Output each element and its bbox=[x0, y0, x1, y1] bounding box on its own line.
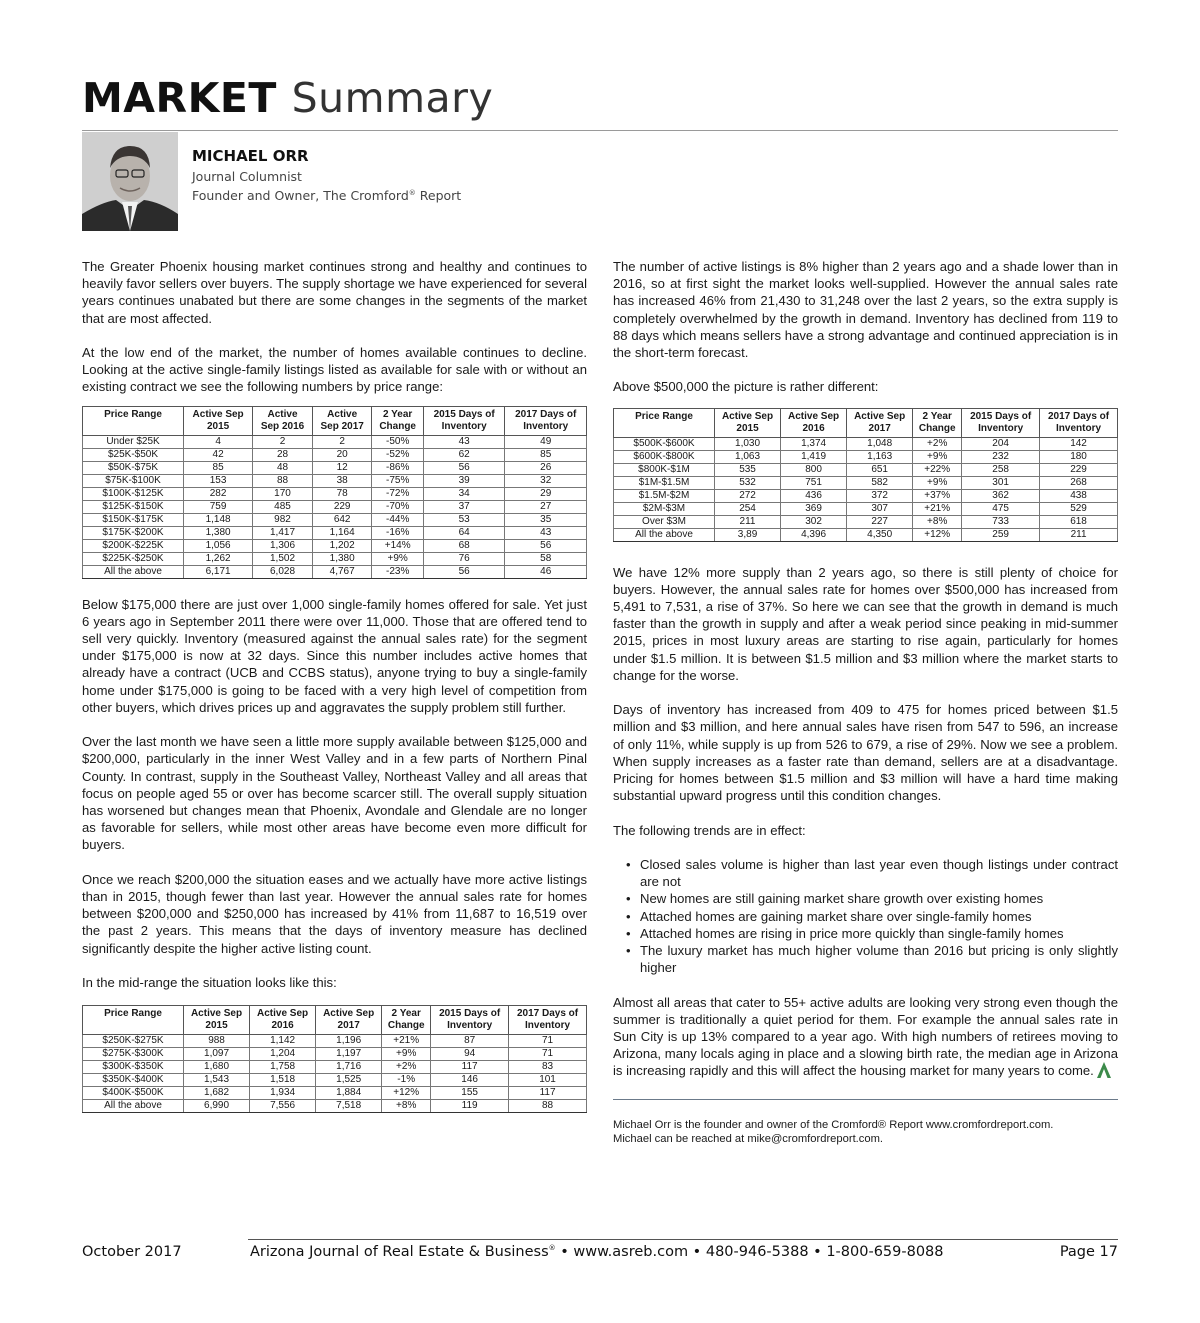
table-row bbox=[83, 513, 587, 526]
table-row bbox=[83, 539, 587, 552]
table-cell: 49 bbox=[505, 435, 587, 448]
price-range-cell: $75K-$100K bbox=[83, 474, 184, 487]
author-photo bbox=[82, 132, 178, 231]
table-row bbox=[83, 1061, 587, 1074]
price-range-cell: $800K-$1M bbox=[614, 463, 715, 476]
table-row bbox=[83, 461, 587, 474]
price-range-cell: All the above bbox=[614, 528, 715, 541]
table-cell: -50% bbox=[372, 435, 423, 448]
bio-line: Michael can be reached at mike@cromfordreport.com. bbox=[613, 1132, 884, 1145]
list-item: • The luxury market has much higher volume than 2016 but pricing is only slightly higher bbox=[640, 942, 1118, 976]
price-range-cell: $275K-$300K bbox=[83, 1048, 184, 1061]
list-item: • Closed sales volume is higher than last year even though listings under contract are not bbox=[640, 856, 1118, 890]
footer-date: October 2017 bbox=[82, 1244, 182, 1260]
title-light: Summary bbox=[291, 74, 494, 122]
table-cell: 1,306 bbox=[253, 539, 313, 552]
table-cell: 1,682 bbox=[184, 1087, 250, 1100]
bio-line: Michael Orr is the founder and owner of the Cromford® Report www.cromfordreport.com. bbox=[613, 1118, 1054, 1131]
table-cell: 34 bbox=[423, 487, 505, 500]
title-bold: MARKET bbox=[82, 74, 277, 122]
price-range-cell: Under $25K bbox=[83, 435, 184, 448]
author-name: MICHAEL ORR bbox=[192, 147, 309, 165]
table-cell: 529 bbox=[1040, 502, 1118, 515]
column-header: Active Sep 2017 bbox=[847, 408, 913, 437]
table-cell: 76 bbox=[423, 552, 505, 565]
table-cell: 1,934 bbox=[250, 1087, 316, 1100]
table-cell: 733 bbox=[962, 515, 1040, 528]
table-cell: 87 bbox=[431, 1035, 509, 1048]
table-cell: 229 bbox=[1040, 463, 1118, 476]
table-cell: 1,164 bbox=[312, 526, 372, 539]
table-cell: +9% bbox=[372, 552, 423, 565]
table-row bbox=[614, 476, 1118, 489]
paragraph: In the mid-range the situation looks like this: bbox=[82, 975, 337, 991]
title-divider bbox=[82, 130, 1118, 131]
list-item: • New homes are still gaining market share growth over existing homes bbox=[640, 890, 1118, 907]
table-cell: +14% bbox=[372, 539, 423, 552]
price-range-cell: $125K-$150K bbox=[83, 500, 184, 513]
table-cell: 4,350 bbox=[847, 528, 913, 541]
table-cell: 2 bbox=[312, 435, 372, 448]
table-cell: 28 bbox=[253, 448, 313, 461]
table-cell: 27 bbox=[505, 500, 587, 513]
price-range-cell: $175K-$200K bbox=[83, 526, 184, 539]
table-cell: 88 bbox=[253, 474, 313, 487]
mid-range-table bbox=[82, 1005, 587, 1113]
table-row bbox=[83, 552, 587, 565]
affiliation-suffix: Report bbox=[415, 188, 462, 204]
paragraph: Once we reach $200,000 the situation eases and we actually have more active listings than in 2015, though fewer than last year. However the annual sales rate for homes between $200,000 and $250,000 has increased by 41% from 11,687 to 16,519 over the past 2 years. This means that the days of inventory measure has declined significantly despite the higher active listing count. bbox=[82, 871, 587, 956]
table-cell: 532 bbox=[715, 476, 781, 489]
table-cell: 254 bbox=[715, 502, 781, 515]
table-cell: 29 bbox=[505, 487, 587, 500]
table-cell: +12% bbox=[382, 1087, 431, 1100]
table-cell: 56 bbox=[423, 461, 505, 474]
affiliation-text: Founder and Owner, The Cromford bbox=[192, 188, 409, 204]
byline bbox=[192, 147, 461, 204]
table-cell: -72% bbox=[372, 487, 423, 500]
table-cell: 12 bbox=[312, 461, 372, 474]
table-cell: 32 bbox=[505, 474, 587, 487]
table-cell: -1% bbox=[382, 1074, 431, 1087]
price-range-cell: $225K-$250K bbox=[83, 552, 184, 565]
table-cell: 170 bbox=[253, 487, 313, 500]
table-cell: 582 bbox=[847, 476, 913, 489]
table-cell: 42 bbox=[184, 448, 253, 461]
table-cell: 1,197 bbox=[316, 1048, 382, 1061]
paragraph: Below $175,000 there are just over 1,000 single-family homes offered for sale. Yet just 6 years ago in September 2011 there were over 11,000. Those that are offered tend to sell very quickly. Inventory (measured against the annual sales rate) for the segment under $175,000 is now at 32 days. Since this number includes active homes that already have a contract (UCB and CCBS status), anyone trying to buy a single-family home under $175,000 is going to be faced with a very high level of competition from other buyers, which drives prices up and aggravates the supply problem still further. bbox=[82, 596, 587, 715]
column-header: Active Sep 2015 bbox=[715, 408, 781, 437]
price-range-cell: $250K-$275K bbox=[83, 1035, 184, 1048]
price-range-cell: $400K-$500K bbox=[83, 1087, 184, 1100]
table-cell: 35 bbox=[505, 513, 587, 526]
table-cell: 4,396 bbox=[781, 528, 847, 541]
table-cell: 1,543 bbox=[184, 1074, 250, 1087]
table-cell: 982 bbox=[253, 513, 313, 526]
column-header: Active Sep 2017 bbox=[316, 1006, 382, 1035]
table-cell: 1,030 bbox=[715, 437, 781, 450]
table-cell: 38 bbox=[312, 474, 372, 487]
column-header: 2015 Days of Inventory bbox=[431, 1006, 509, 1035]
table-cell: 1,196 bbox=[316, 1035, 382, 1048]
table-row bbox=[83, 500, 587, 513]
table-cell: 101 bbox=[509, 1074, 587, 1087]
table-row bbox=[83, 1100, 587, 1113]
table-cell: 4 bbox=[184, 435, 253, 448]
table-cell: 1,063 bbox=[715, 450, 781, 463]
price-range-cell: $2M-$3M bbox=[614, 502, 715, 515]
table-cell: 83 bbox=[509, 1061, 587, 1074]
table-cell: 642 bbox=[312, 513, 372, 526]
table-cell: 229 bbox=[312, 500, 372, 513]
column-header: Active Sep 2016 bbox=[253, 406, 313, 435]
list-item: • Attached homes are rising in price more quickly than single-family homes bbox=[640, 925, 1118, 942]
table-cell: 759 bbox=[184, 500, 253, 513]
table-cell: 751 bbox=[781, 476, 847, 489]
column-header: 2 Year Change bbox=[913, 408, 962, 437]
table-cell: +2% bbox=[913, 437, 962, 450]
table-cell: 362 bbox=[962, 489, 1040, 502]
table-cell: 211 bbox=[715, 515, 781, 528]
table-cell: 475 bbox=[962, 502, 1040, 515]
table-cell: 1,502 bbox=[253, 552, 313, 565]
table-cell: 43 bbox=[505, 526, 587, 539]
table-cell: 180 bbox=[1040, 450, 1118, 463]
table-cell: 302 bbox=[781, 515, 847, 528]
table-cell: +21% bbox=[382, 1035, 431, 1048]
price-range-cell: $50K-$75K bbox=[83, 461, 184, 474]
table-cell: -44% bbox=[372, 513, 423, 526]
column-header: 2 Year Change bbox=[372, 406, 423, 435]
author-role: Journal Columnist bbox=[192, 169, 302, 184]
price-range-cell: All the above bbox=[83, 565, 184, 578]
table-cell: 1,048 bbox=[847, 437, 913, 450]
table-cell: -75% bbox=[372, 474, 423, 487]
price-range-cell: $1.5M-$2M bbox=[614, 489, 715, 502]
price-range-cell: $300K-$350K bbox=[83, 1061, 184, 1074]
table-cell: 53 bbox=[423, 513, 505, 526]
column-header: Active Sep 2017 bbox=[312, 406, 372, 435]
table-cell: 1,758 bbox=[250, 1061, 316, 1074]
table-row bbox=[614, 502, 1118, 515]
table-cell: 988 bbox=[184, 1035, 250, 1048]
table-row bbox=[83, 1074, 587, 1087]
table-cell: 20 bbox=[312, 448, 372, 461]
table-cell: +21% bbox=[913, 502, 962, 515]
registered-mark: ® bbox=[548, 1244, 556, 1253]
column-header: 2015 Days of Inventory bbox=[962, 408, 1040, 437]
table-cell: 119 bbox=[431, 1100, 509, 1113]
table-row bbox=[83, 526, 587, 539]
column-header: 2017 Days of Inventory bbox=[509, 1006, 587, 1035]
table-cell: 1,204 bbox=[250, 1048, 316, 1061]
price-range-cell: $150K-$175K bbox=[83, 513, 184, 526]
paragraph: Days of inventory has increased from 409 to 475 for homes priced between $1.5 million and $3 million, and here annual sales have risen from 547 to 596, an increase of only 11%, while supply is up from 526 to 679, a rise of 29%. Now we see a problem. When supply increases as a faster rate than demand, sellers are at a disadvantage. Pricing for homes between $1.5 million and $3 million will have a hard time making substantial upward progress until this condition changes. bbox=[613, 702, 1118, 804]
table-cell: 535 bbox=[715, 463, 781, 476]
table-cell: 1,374 bbox=[781, 437, 847, 450]
publication-name: Arizona Journal of Real Estate & Business bbox=[250, 1244, 549, 1260]
table-cell: 6,171 bbox=[184, 565, 253, 578]
price-range-cell: $100K-$125K bbox=[83, 487, 184, 500]
column-header: Active Sep 2016 bbox=[781, 408, 847, 437]
footer-divider bbox=[248, 1239, 1118, 1240]
table-cell: 800 bbox=[781, 463, 847, 476]
page-title bbox=[82, 72, 493, 124]
column-header: 2015 Days of Inventory bbox=[423, 406, 505, 435]
table-cell: 436 bbox=[781, 489, 847, 502]
table-cell: 1,142 bbox=[250, 1035, 316, 1048]
table-cell: 85 bbox=[505, 448, 587, 461]
price-range-cell: All the above bbox=[83, 1100, 184, 1113]
right-column bbox=[613, 258, 1118, 1163]
table-cell: 94 bbox=[431, 1048, 509, 1061]
table-cell: 37 bbox=[423, 500, 505, 513]
table-cell: 307 bbox=[847, 502, 913, 515]
portrait-icon bbox=[82, 132, 178, 231]
table-cell: -16% bbox=[372, 526, 423, 539]
table-header-row bbox=[83, 406, 587, 435]
table-row bbox=[83, 435, 587, 448]
table-cell: 372 bbox=[847, 489, 913, 502]
table-cell: -70% bbox=[372, 500, 423, 513]
table-row bbox=[83, 474, 587, 487]
table-cell: +12% bbox=[913, 528, 962, 541]
table-cell: 1,163 bbox=[847, 450, 913, 463]
table-cell: 1,202 bbox=[312, 539, 372, 552]
paragraph: The number of active listings is 8% higher than 2 years ago and a shade lower than in 2016, so at first sight the market looks well-supplied. However the annual sales rate has increased 46% from 21,430 to 31,248 over the last 2 years, so the extra supply is completely overwhelmed by the growth in demand. Inventory has declined from 119 to 88 days which means sellers have a strong advantage and continued appreciation is in the short-term forecast. bbox=[613, 259, 1118, 361]
table-cell: 85 bbox=[184, 461, 253, 474]
table-cell: 485 bbox=[253, 500, 313, 513]
table-cell: 1,419 bbox=[781, 450, 847, 463]
table-cell: 26 bbox=[505, 461, 587, 474]
table-row bbox=[614, 463, 1118, 476]
paragraph: Above $500,000 the picture is rather different: bbox=[613, 379, 879, 395]
table-cell: 43 bbox=[423, 435, 505, 448]
publication-contact: • www.asreb.com • 480-946-5388 • 1-800-659-8088 bbox=[555, 1244, 944, 1260]
table-cell: 56 bbox=[505, 539, 587, 552]
table-cell: 68 bbox=[423, 539, 505, 552]
table-cell: 62 bbox=[423, 448, 505, 461]
column-header: Price Range bbox=[83, 1006, 184, 1035]
list-item: • Attached homes are gaining market share over single-family homes bbox=[640, 908, 1118, 925]
table-cell: 146 bbox=[431, 1074, 509, 1087]
table-row bbox=[83, 1048, 587, 1061]
table-cell: 1,148 bbox=[184, 513, 253, 526]
table-header-row bbox=[614, 408, 1118, 437]
cromford-logo-icon bbox=[1097, 1062, 1111, 1082]
table-cell: 301 bbox=[962, 476, 1040, 489]
column-header: 2 Year Change bbox=[382, 1006, 431, 1035]
table-row bbox=[614, 489, 1118, 502]
column-header: 2017 Days of Inventory bbox=[505, 406, 587, 435]
table-cell: 58 bbox=[505, 552, 587, 565]
table-cell: 1,262 bbox=[184, 552, 253, 565]
price-range-cell: $200K-$225K bbox=[83, 539, 184, 552]
table-cell: 1,884 bbox=[316, 1087, 382, 1100]
author-bio bbox=[613, 1118, 1118, 1146]
table-cell: 258 bbox=[962, 463, 1040, 476]
price-range-cell: Over $3M bbox=[614, 515, 715, 528]
table-row bbox=[614, 450, 1118, 463]
paragraph: At the low end of the market, the number of homes available continues to decline. Looking at the active single-family listings listed as available for sale with or without an existing contract we see the following numbers by price range: bbox=[82, 345, 587, 395]
table-cell: 268 bbox=[1040, 476, 1118, 489]
price-range-cell: $500K-$600K bbox=[614, 437, 715, 450]
table-cell: 117 bbox=[509, 1087, 587, 1100]
table-header-row bbox=[83, 1006, 587, 1035]
left-column bbox=[82, 258, 587, 1130]
author-affiliation bbox=[192, 185, 461, 204]
table-cell: 48 bbox=[253, 461, 313, 474]
table-cell: 438 bbox=[1040, 489, 1118, 502]
table-row bbox=[614, 437, 1118, 450]
price-range-cell: $1M-$1.5M bbox=[614, 476, 715, 489]
paragraph bbox=[613, 994, 1118, 1083]
table-cell: 2 bbox=[253, 435, 313, 448]
footer-publication bbox=[250, 1244, 944, 1260]
table-row bbox=[83, 448, 587, 461]
table-cell: 1,380 bbox=[312, 552, 372, 565]
page-number: Page 17 bbox=[1059, 1244, 1118, 1260]
table-row bbox=[83, 1035, 587, 1048]
table-row bbox=[83, 487, 587, 500]
column-header: Price Range bbox=[83, 406, 184, 435]
paragraph: The Greater Phoenix housing market continues strong and healthy and continues to heavily favor sellers over buyers. The supply shortage we have experienced for several years continues unabated but there are some changes in the segments of the market that are most affected. bbox=[82, 259, 587, 326]
column-header: Active Sep 2015 bbox=[184, 1006, 250, 1035]
table-cell: 618 bbox=[1040, 515, 1118, 528]
table-cell: 232 bbox=[962, 450, 1040, 463]
high-end-table bbox=[613, 408, 1118, 542]
table-cell: 1,525 bbox=[316, 1074, 382, 1087]
table-cell: 6,028 bbox=[253, 565, 313, 578]
table-cell: 153 bbox=[184, 474, 253, 487]
table-cell: 369 bbox=[781, 502, 847, 515]
table-cell: +22% bbox=[913, 463, 962, 476]
table-cell: 155 bbox=[431, 1087, 509, 1100]
table-row bbox=[83, 565, 587, 578]
paragraph: Over the last month we have seen a little more supply available between $125,000 and $200,000, particularly in the inner West Valley and in a few parts of Northern Pinal County. In contrast, supply in the Southeast Valley, Northeast Valley and all areas that focus on people aged 55 or over has become scarcer still. The overall supply situation has worsened but changes mean that Phoenix, Avondale and Glendale are no longer as favorable for sellers, while most other areas have become even more difficult for buyers. bbox=[82, 734, 587, 853]
table-cell: +37% bbox=[913, 489, 962, 502]
table-cell: 64 bbox=[423, 526, 505, 539]
table-cell: +9% bbox=[382, 1048, 431, 1061]
table-row bbox=[614, 528, 1118, 541]
table-cell: 227 bbox=[847, 515, 913, 528]
table-cell: 7,518 bbox=[316, 1100, 382, 1113]
table-cell: 88 bbox=[509, 1100, 587, 1113]
table-cell: 1,680 bbox=[184, 1061, 250, 1074]
column-header: 2017 Days of Inventory bbox=[1040, 408, 1118, 437]
table-cell: -52% bbox=[372, 448, 423, 461]
table-cell: 1,056 bbox=[184, 539, 253, 552]
table-cell: 117 bbox=[431, 1061, 509, 1074]
table-row bbox=[614, 515, 1118, 528]
table-cell: 204 bbox=[962, 437, 1040, 450]
price-range-cell: $600K-$800K bbox=[614, 450, 715, 463]
table-cell: 211 bbox=[1040, 528, 1118, 541]
paragraph: The following trends are in effect: bbox=[613, 822, 806, 838]
table-cell: 1,716 bbox=[316, 1061, 382, 1074]
table-cell: 39 bbox=[423, 474, 505, 487]
table-cell: 78 bbox=[312, 487, 372, 500]
table-cell: 7,556 bbox=[250, 1100, 316, 1113]
table-row bbox=[83, 1087, 587, 1100]
table-cell: 1,097 bbox=[184, 1048, 250, 1061]
table-cell: 56 bbox=[423, 565, 505, 578]
table-cell: +9% bbox=[913, 450, 962, 463]
table-cell: 1,380 bbox=[184, 526, 253, 539]
table-cell: 142 bbox=[1040, 437, 1118, 450]
table-cell: 71 bbox=[509, 1035, 587, 1048]
table-cell: 3,89 bbox=[715, 528, 781, 541]
table-cell: 282 bbox=[184, 487, 253, 500]
table-cell: -86% bbox=[372, 461, 423, 474]
table-cell: +8% bbox=[913, 515, 962, 528]
table-cell: 1,518 bbox=[250, 1074, 316, 1087]
table-cell: 1,417 bbox=[253, 526, 313, 539]
table-cell: 272 bbox=[715, 489, 781, 502]
price-range-cell: $350K-$400K bbox=[83, 1074, 184, 1087]
table-cell: +8% bbox=[382, 1100, 431, 1113]
table-cell: 259 bbox=[962, 528, 1040, 541]
column-header: Active Sep 2016 bbox=[250, 1006, 316, 1035]
table-cell: 651 bbox=[847, 463, 913, 476]
table-cell: 46 bbox=[505, 565, 587, 578]
bio-divider bbox=[613, 1099, 1118, 1100]
low-end-table bbox=[82, 406, 587, 579]
registered-mark: ® bbox=[408, 189, 416, 197]
table-cell: 4,767 bbox=[312, 565, 372, 578]
table-cell: -23% bbox=[372, 565, 423, 578]
price-range-cell: $25K-$50K bbox=[83, 448, 184, 461]
table-cell: 6,990 bbox=[184, 1100, 250, 1113]
column-header: Price Range bbox=[614, 408, 715, 437]
closing-text: Almost all areas that cater to 55+ active adults are looking very strong even though the summer is traditionally a quiet period for them. For example the annual sales rate in Sun City is up 13% compared to a year ago. With high numbers of retirees moving to Arizona, many locals aging in place and a slowing birth rate, the median age in Arizona is increasing rapidly and this will affect the housing market for many years to come. bbox=[613, 994, 1118, 1079]
column-header: Active Sep 2015 bbox=[184, 406, 253, 435]
table-cell: +9% bbox=[913, 476, 962, 489]
paragraph: We have 12% more supply than 2 years ago, so there is still plenty of choice for buyers. However, the annual sales rate for homes over $500,000 has increased from 5,491 to 7,531, a rise of 37%. So here we can see that the growth in demand is much faster than the growth in supply and after a weak period since peaking in mid-summer 2015, prices in most luxury areas are starting to rise again, particularly for homes under $1.5 million. It is between $1.5 million and $3 million where the market starts to change for the worse. bbox=[613, 564, 1118, 683]
trends-list bbox=[613, 856, 1118, 976]
table-cell: +2% bbox=[382, 1061, 431, 1074]
table-cell: 71 bbox=[509, 1048, 587, 1061]
